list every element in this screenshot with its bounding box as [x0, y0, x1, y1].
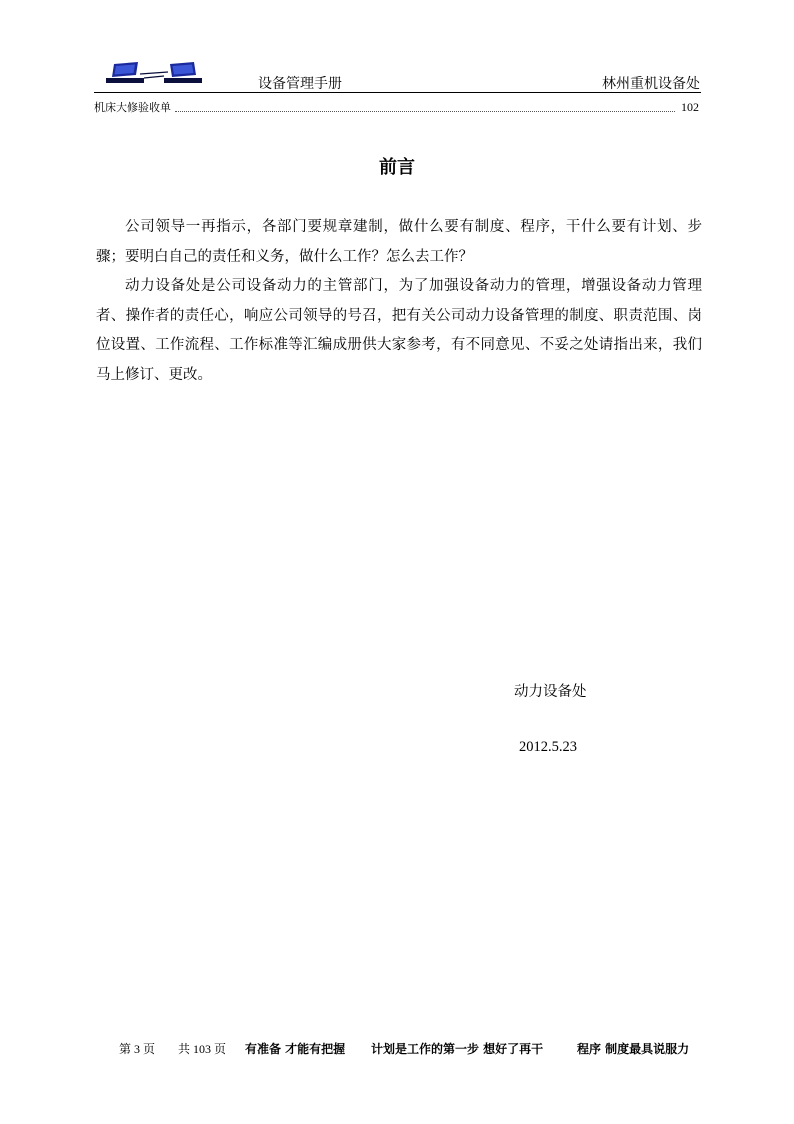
paragraph-1: 公司领导一再指示，各部门要规章建制，做什么要有制度、程序，干什么要有计划、步骤；要明白自己的责任和义务，做什么工作？怎么去工作？: [96, 219, 702, 265]
toc-entry-label: 机床大修验收单: [94, 101, 171, 114]
header-manual-title: 设备管理手册: [258, 76, 342, 92]
toc-entry-page: 102: [681, 100, 699, 114]
header-divider: [94, 92, 701, 93]
header-organization: 林州重机设备处: [602, 76, 700, 92]
page-title: 前言: [379, 157, 415, 178]
toc-entry[interactable]: [94, 97, 701, 115]
signature-date: 2012.5.23: [519, 739, 577, 755]
page-footer: [0, 1040, 794, 1124]
footer-motto-3: 程序 制度最具说服力: [577, 1042, 690, 1056]
footer-page-number: 第 3 页: [119, 1042, 156, 1056]
footer-total-pages: 共 103 页: [178, 1042, 227, 1056]
paragraph-2: 动力设备处是公司设备动力的主管部门，为了加强设备动力的管理，增强设备动力管理者、操作者的责任心，响应公司领导的号召，把有关公司动力设备管理的制度、职责范围、岗位设置、工作流程、工作标准等汇编成册供大家参考，有不同意见、不妥之处请指出来，我们马上修订、更改。: [96, 278, 702, 383]
network-computers-logo-icon: [104, 60, 204, 86]
footer-motto-2: 计划是工作的第一步 想好了再干: [371, 1042, 544, 1056]
toc-leader-dots: [175, 111, 675, 112]
signature-department: 动力设备处: [514, 684, 587, 700]
footer-motto-1: 有准备 才能有把握: [245, 1042, 346, 1056]
